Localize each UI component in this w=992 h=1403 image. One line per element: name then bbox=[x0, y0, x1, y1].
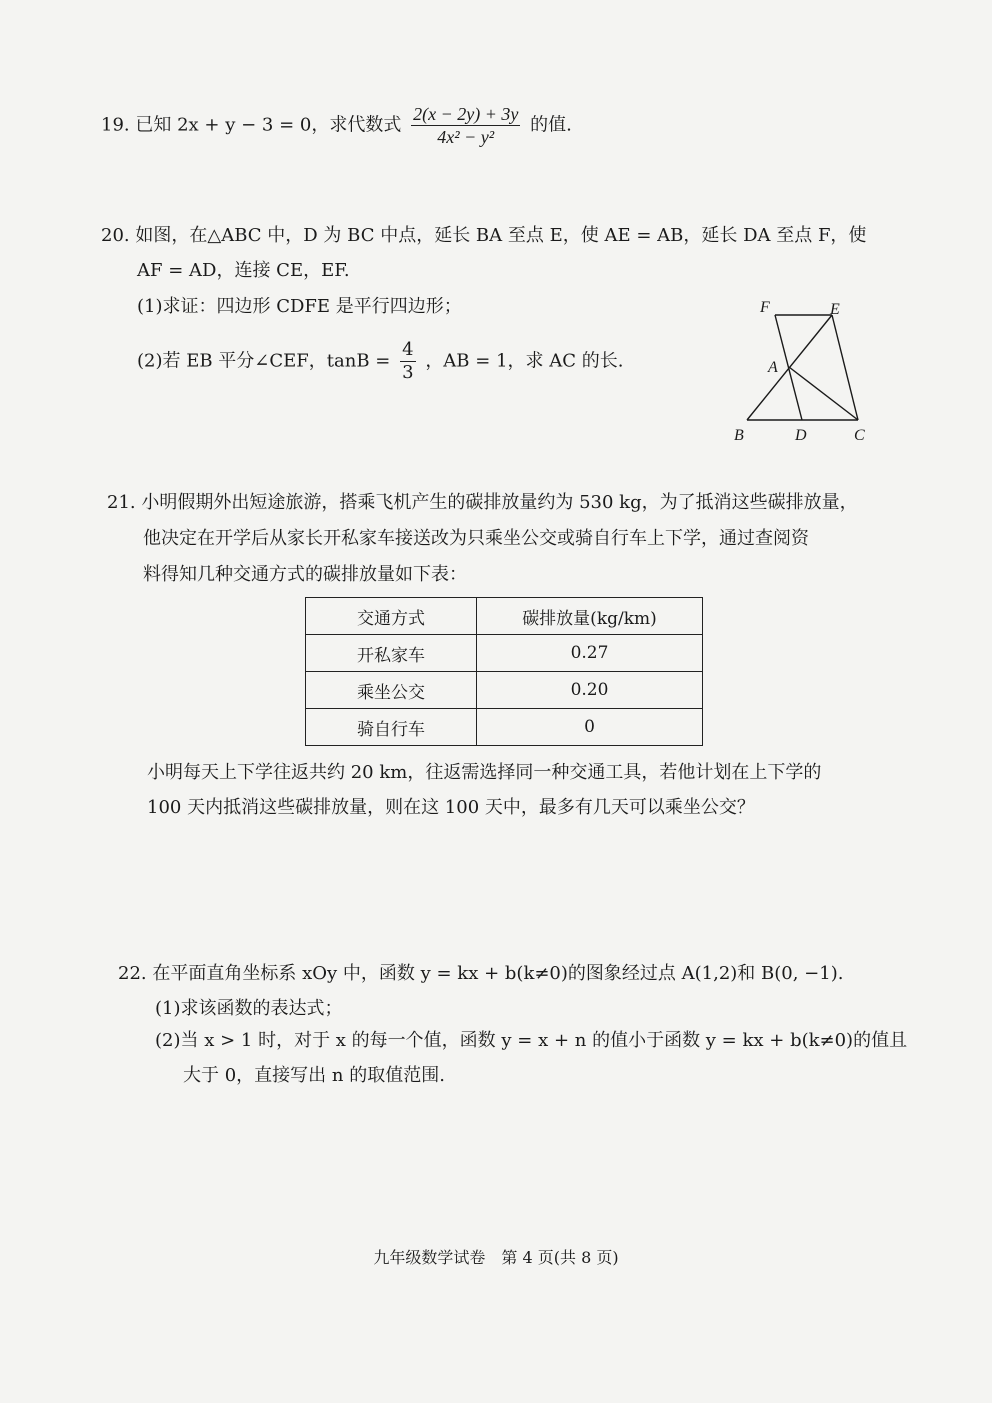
q22-part2-line2: 大于 0，直接写出 n 的取值范围. bbox=[183, 1065, 445, 1086]
label-e: E bbox=[830, 301, 840, 318]
table-cell-value: 0 bbox=[477, 709, 703, 746]
q20-part2 bbox=[137, 339, 623, 384]
q20-part2-post: ，AB = 1，求 AC 的长. bbox=[425, 350, 624, 372]
q20-tan-numerator: 4 bbox=[402, 339, 414, 360]
q20-text-line1: 如图，在△ABC 中，D 为 BC 中点，延长 BA 至点 E，使 AE = AB，延长 DA 至点 F，使 bbox=[135, 225, 867, 246]
page-footer: 九年级数学试卷 第 4 页(共 8 页) bbox=[373, 1248, 619, 1267]
table-cell-mode: 开私家车 bbox=[306, 635, 477, 672]
table-row bbox=[306, 635, 703, 672]
q20-number: 20. bbox=[101, 225, 130, 246]
q21-number: 21. bbox=[107, 492, 136, 513]
label-d: D bbox=[795, 427, 807, 444]
table-cell-mode: 乘坐公交 bbox=[306, 672, 477, 709]
label-c: C bbox=[854, 427, 865, 444]
q19-fraction-numerator: 2(x − 2y) + 3y bbox=[413, 104, 519, 124]
q20-text-line2: AF = AD，连接 CE，EF. bbox=[137, 260, 350, 281]
q22-part2-line1: (2)当 x > 1 时，对于 x 的每一个值，函数 y = x + n 的值小于函数 y = kx + b(k≠0)的值且 bbox=[155, 1030, 908, 1051]
q20-tan-denominator: 3 bbox=[402, 362, 414, 383]
q20-geometry-figure bbox=[730, 292, 875, 447]
label-b: B bbox=[734, 427, 744, 444]
q20-tan-fraction bbox=[400, 339, 415, 384]
table-cell-value: 0.27 bbox=[477, 635, 703, 672]
table-header-row bbox=[306, 598, 703, 635]
q21-after-line2: 100 天内抵消这些碳排放量，则在这 100 天中，最多有几天可以乘坐公交？ bbox=[147, 797, 755, 818]
q21-line1 bbox=[107, 491, 858, 515]
q19-fraction-denominator: 4x² − y² bbox=[437, 127, 495, 147]
q19-number: 19. bbox=[101, 114, 130, 136]
q21-text-line3: 料得知几种交通方式的碳排放量如下表： bbox=[143, 564, 467, 585]
label-f: F bbox=[760, 299, 770, 316]
q22-line1 bbox=[118, 962, 843, 986]
table-row bbox=[306, 672, 703, 709]
q21-text-line1: 小明假期外出短途旅游，搭乘飞机产生的碳排放量约为 530 kg，为了抵消这些碳排放量， bbox=[141, 492, 858, 513]
segment-fd bbox=[775, 315, 802, 420]
table-header-mode: 交通方式 bbox=[306, 598, 477, 635]
label-a: A bbox=[768, 359, 778, 376]
segment-ec bbox=[832, 315, 858, 420]
q21-after-line1: 小明每天上下学往返共约 20 km，往返需选择同一种交通工具，若他计划在上下学的 bbox=[147, 762, 822, 783]
table-header-emission: 碳排放量(kg/km) bbox=[477, 598, 703, 635]
q22-text-line1: 在平面直角坐标系 xOy 中，函数 y = kx + b(k≠0)的图象经过点 A(1,2)和 B(0, −1). bbox=[152, 963, 844, 984]
q20-part2-pre: (2)若 EB 平分∠CEF，tanB = bbox=[137, 350, 391, 372]
q19-text-pre: 已知 2x + y − 3 = 0，求代数式 bbox=[135, 114, 402, 136]
q20-line1 bbox=[101, 224, 866, 248]
carbon-emission-table bbox=[305, 597, 703, 746]
q22-number: 22. bbox=[118, 963, 147, 984]
q21-text-line2: 他决定在开学后从家长开私家车接送改为只乘坐公交或骑自行车上下学，通过查阅资 bbox=[143, 528, 809, 549]
table-row bbox=[306, 709, 703, 746]
table-cell-mode: 骑自行车 bbox=[306, 709, 477, 746]
table-cell-value: 0.20 bbox=[477, 672, 703, 709]
q20-part1: (1)求证：四边形 CDFE 是平行四边形； bbox=[137, 296, 462, 317]
q19-text-post: 的值. bbox=[530, 114, 572, 136]
q22-part1: (1)求该函数的表达式； bbox=[155, 998, 343, 1019]
q19-fraction bbox=[411, 103, 520, 148]
q19-line bbox=[101, 103, 572, 148]
